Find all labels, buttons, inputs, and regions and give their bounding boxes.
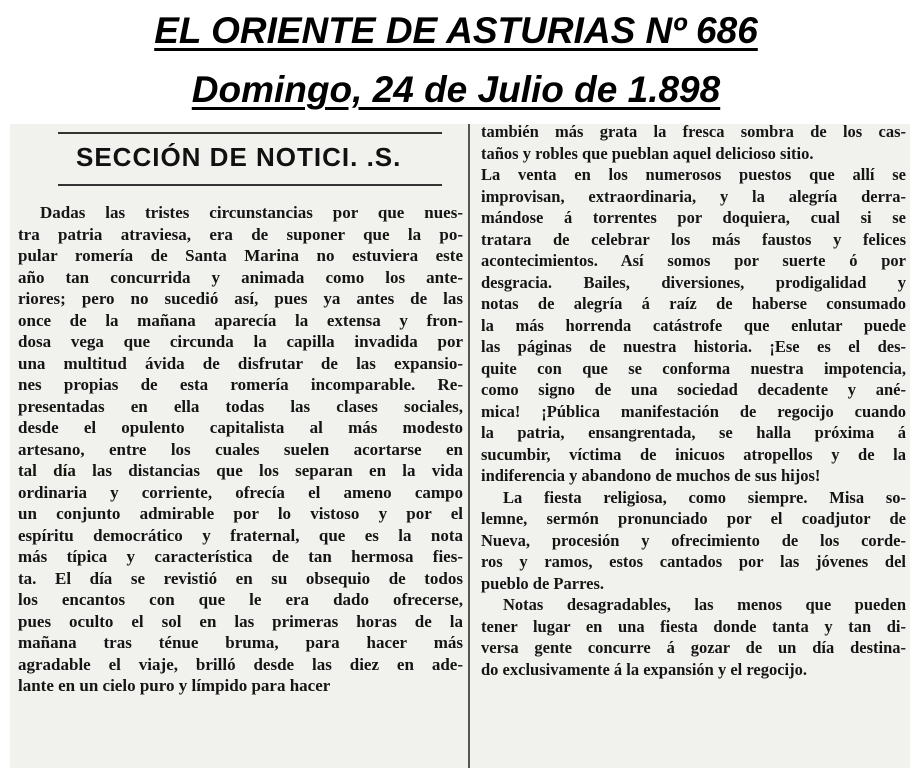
text-line: riores; pero no sucedió así, pues ya antes de las [18, 289, 463, 308]
text-line: tal día las distancias que los separan en la vida [18, 461, 463, 480]
text-line: la patria, ensangrentada, se halla próxima á [481, 423, 906, 442]
right-column-text [481, 124, 906, 680]
text-line: versa gente concurre á gozar de un día destina- [481, 638, 906, 657]
text-line: año tan concurrida y animada como los ante- [18, 267, 463, 287]
text-line: mándose á torrentes por doquiera, cual si se [481, 208, 906, 227]
text-line: una multitud ávida de disfrutar de las expansio- [18, 353, 463, 373]
left-column-text [18, 202, 463, 697]
text-line: quite con que se conforma nuestra impotencia, [481, 358, 906, 378]
section-heading: SECCIÓN DE NOTICI. .S. [76, 142, 402, 172]
text-line: pues oculto el sol en las primeras horas de la [18, 611, 463, 631]
text-line: presentadas en ella todas las clases sociales, [18, 396, 463, 416]
text-line: dosa vega que circunda la capilla invadida por [18, 332, 463, 351]
column-divider [468, 124, 470, 768]
text-line: más típica y característica de tan hermosa fies- [18, 547, 463, 566]
text-line: lante en un cielo puro y límpido para hacer [18, 676, 331, 695]
text-line: las páginas de nuestra historia. ¡Ese es el des- [481, 337, 906, 356]
text-line: desde el opulento capitalista al más modesto [18, 418, 463, 437]
text-line: nes propias de esta romería incomparable. Re- [18, 375, 463, 394]
issue-date: Domingo, 24 de Julio de 1.898 [191, 69, 721, 110]
text-line: ta. El día se revistió en su obsequio de todos [18, 568, 463, 588]
text-line: pueblo de Parres. [481, 573, 604, 593]
text-line: indiferencia y abandono de muchos de sus hijos! [481, 466, 821, 485]
text-line: notas de alegría á raíz de haberse consumado [481, 294, 906, 313]
text-line: tra patria atraviesa, era de suponer que la po- [18, 224, 463, 244]
newspaper-clipping [10, 124, 910, 768]
text-line: tratara de celebrar los más faustos y felices [481, 229, 906, 249]
text-line: acontecimientos. Así somos por suerte ó por [481, 251, 906, 270]
text-line: artesano, entre los cuales suelen acortarse en [18, 439, 463, 459]
text-line: Nueva, procesión y ofrecimiento de los corde- [481, 530, 906, 550]
text-line: tener lugar en una fiesta donde tanta y tan di- [481, 616, 906, 636]
text-line: pular romería de Santa Marina no estuviera este [18, 246, 463, 265]
text-line: agradable el viaje, brilló desde las diez en ade- [18, 654, 463, 674]
text-line: un conjunto admirable por lo vistoso y por el [18, 504, 463, 523]
text-line: lemne, sermón pronunciado por el coadjutor de [481, 509, 906, 528]
text-line: ros y ramos, estos cantados por las jóvenes del [481, 552, 906, 571]
text-line: once de la mañana aparecía la extensa y fron- [18, 310, 463, 330]
text-line: taños y robles que pueblan aquel delicioso sitio. [481, 143, 814, 163]
text-line: los encantos con que le era dado ofrecerse, [18, 590, 463, 609]
text-line: Notas desagradables, las menos que pueden [503, 595, 906, 614]
text-line: espíritu democrático y fraternal, que es la nota [18, 525, 463, 545]
text-line: La fiesta religiosa, como siempre. Misa so- [503, 487, 906, 507]
text-line: sucumbir, víctima de inicuos atropellos y de la [481, 444, 906, 464]
text-line: La venta en los numerosos puestos que allí se [481, 165, 906, 184]
text-line: improvisan, extraordinaria, y la alegría derra- [481, 186, 906, 206]
page-header [0, 0, 912, 124]
text-line: como signo de una sociedad decadente y ané- [481, 380, 906, 399]
text-line: mañana tras ténue bruma, para hacer más [18, 633, 463, 652]
text-line: Dadas las tristes circunstancias por que nues- [40, 203, 463, 222]
text-line: la más horrenda catástrofe que enlutar puede [481, 315, 906, 335]
text-line: ordinaria y corriente, ofrecía el ameno campo [18, 482, 463, 502]
text-line: desgracia. Bailes, diversiones, prodigalidad y [481, 272, 906, 292]
text-line: mica! ¡Pública manifestación de regocijo cuando [481, 401, 906, 421]
text-line: también más grata la fresca sombra de los cas- [481, 124, 906, 141]
newspaper-title: EL ORIENTE DE ASTURIAS Nº 686 [154, 10, 758, 51]
text-line: do exclusivamente á la expansión y el regocijo. [481, 659, 808, 679]
section-heading-box [58, 132, 442, 186]
